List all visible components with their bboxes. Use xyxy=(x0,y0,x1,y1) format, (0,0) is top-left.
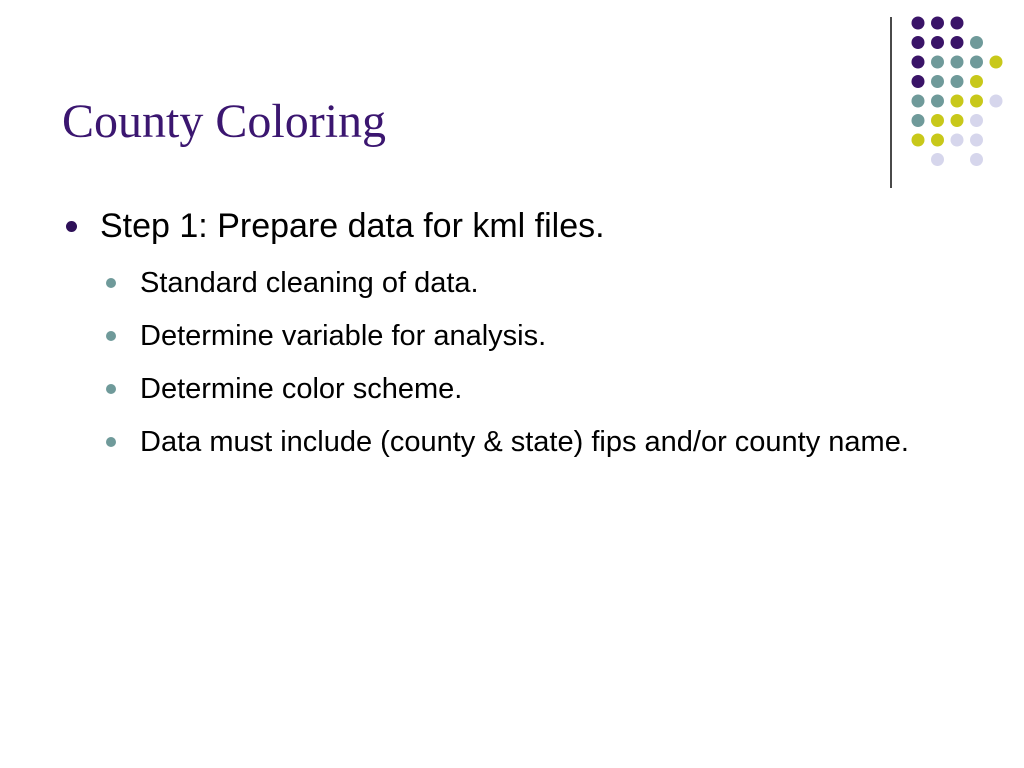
sub-bullet-dot-icon xyxy=(106,331,116,341)
sub-bullet-item: Determine color scheme. xyxy=(140,373,463,405)
sub-bullet-dot-icon xyxy=(106,437,116,447)
sub-bullet-item: Data must include (county & state) fips and/or county name. xyxy=(140,426,909,458)
sub-bullet-item: Determine variable for analysis. xyxy=(140,320,547,352)
sub-bullet-item: Standard cleaning of data. xyxy=(140,267,479,299)
bullet-step-1: Step 1: Prepare data for kml files. xyxy=(100,207,605,245)
slide-title: County Coloring xyxy=(62,95,387,148)
sub-bullet-dot-icon xyxy=(106,384,116,394)
bullet-dot-icon xyxy=(66,221,77,232)
sub-bullet-dot-icon xyxy=(106,278,116,288)
